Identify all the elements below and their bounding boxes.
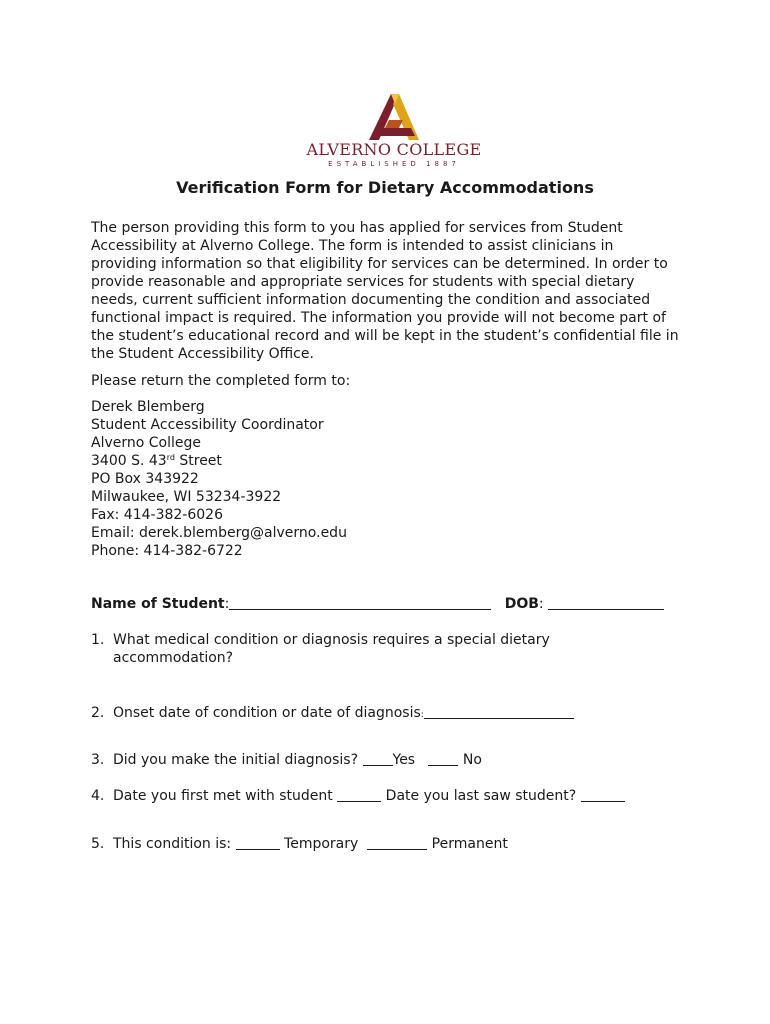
first-met-field[interactable] [337, 787, 381, 802]
question-3 [91, 751, 482, 769]
permanent-label: Permanent [431, 836, 508, 852]
last-saw-field[interactable] [581, 787, 625, 802]
return-instructions: Please return the completed form to: [91, 373, 351, 389]
form-title: Verification Form for Dietary Accommodations [176, 178, 594, 197]
permanent-field[interactable] [367, 835, 427, 850]
contact-address [91, 398, 347, 560]
no-field[interactable] [428, 751, 458, 766]
dob-label: DOB [504, 596, 539, 612]
contact-org: Alverno College [91, 435, 201, 451]
question-3-number: 3. [91, 752, 105, 768]
question-5 [91, 835, 508, 853]
question-4-number: 4. [91, 788, 105, 804]
question-1-text: What medical condition or diagnosis requires a special dietary [113, 632, 550, 648]
temporary-label: Temporary [284, 836, 359, 852]
question-4 [91, 787, 625, 805]
logo-college-name: ALVERNO COLLEGE [306, 140, 482, 159]
logo-established: ESTABLISHED 1887 [328, 160, 460, 168]
question-1-number: 1. [91, 632, 105, 648]
question-2-number: 2. [91, 705, 105, 721]
dob-field[interactable] [548, 595, 664, 610]
college-logo [296, 94, 492, 174]
question-2-text: Onset date of condition or date of diagnosis [113, 705, 421, 721]
question-5-text: This condition is: [113, 836, 232, 852]
contact-phone: Phone: 414-382-6722 [91, 543, 243, 559]
street-name: Street [174, 453, 222, 469]
contact-name: Derek Blemberg [91, 399, 205, 415]
question-4-text-first: Date you first met with student [113, 788, 333, 804]
no-label: No [462, 752, 482, 768]
contact-po-box: PO Box 343922 [91, 471, 199, 487]
onset-date-field[interactable] [424, 704, 574, 719]
street-suffix: rd [166, 453, 175, 462]
yes-label: Yes [392, 752, 416, 768]
question-2: 2. Onset date of condition or date of diagnosis: [91, 704, 574, 724]
question-4-text-last: Date you last saw student? [385, 788, 577, 804]
temporary-field[interactable] [236, 835, 280, 850]
contact-fax: Fax: 414-382-6026 [91, 507, 223, 523]
intro-paragraph: The person providing this form to you has applied for services from Student Accessibility at Alverno College. The form is intended to assist clinicians in providing information so that eligibility for services can be determined. In order to provide reasonable and appropriate services for students with special dietary needs, current sufficient information documenting the condition and associated functional impact is required. The information you provide will not become part of the student’s educational record and will be kept in the student’s confidential file in the Student Accessibility Office. [91, 220, 679, 362]
question-1-text-cont: accommodation? [113, 650, 234, 666]
contact-street [91, 452, 347, 470]
logo-a-mark-icon [369, 94, 419, 140]
contact-city: Milwaukee, WI 53234-3922 [91, 489, 282, 505]
question-3-text: Did you make the initial diagnosis? [113, 752, 359, 768]
student-name-label: Name of Student [91, 596, 225, 612]
question-1 [91, 631, 550, 667]
student-name-field[interactable] [229, 595, 491, 610]
street-number: 3400 S. 43 [91, 453, 167, 469]
question-5-number: 5. [91, 836, 105, 852]
yes-field[interactable] [363, 751, 393, 766]
contact-email[interactable]: Email: derek.blemberg@alverno.edu [91, 525, 347, 541]
contact-role: Student Accessibility Coordinator [91, 417, 324, 433]
student-info-row: Name of Student: DOB: [91, 595, 664, 612]
